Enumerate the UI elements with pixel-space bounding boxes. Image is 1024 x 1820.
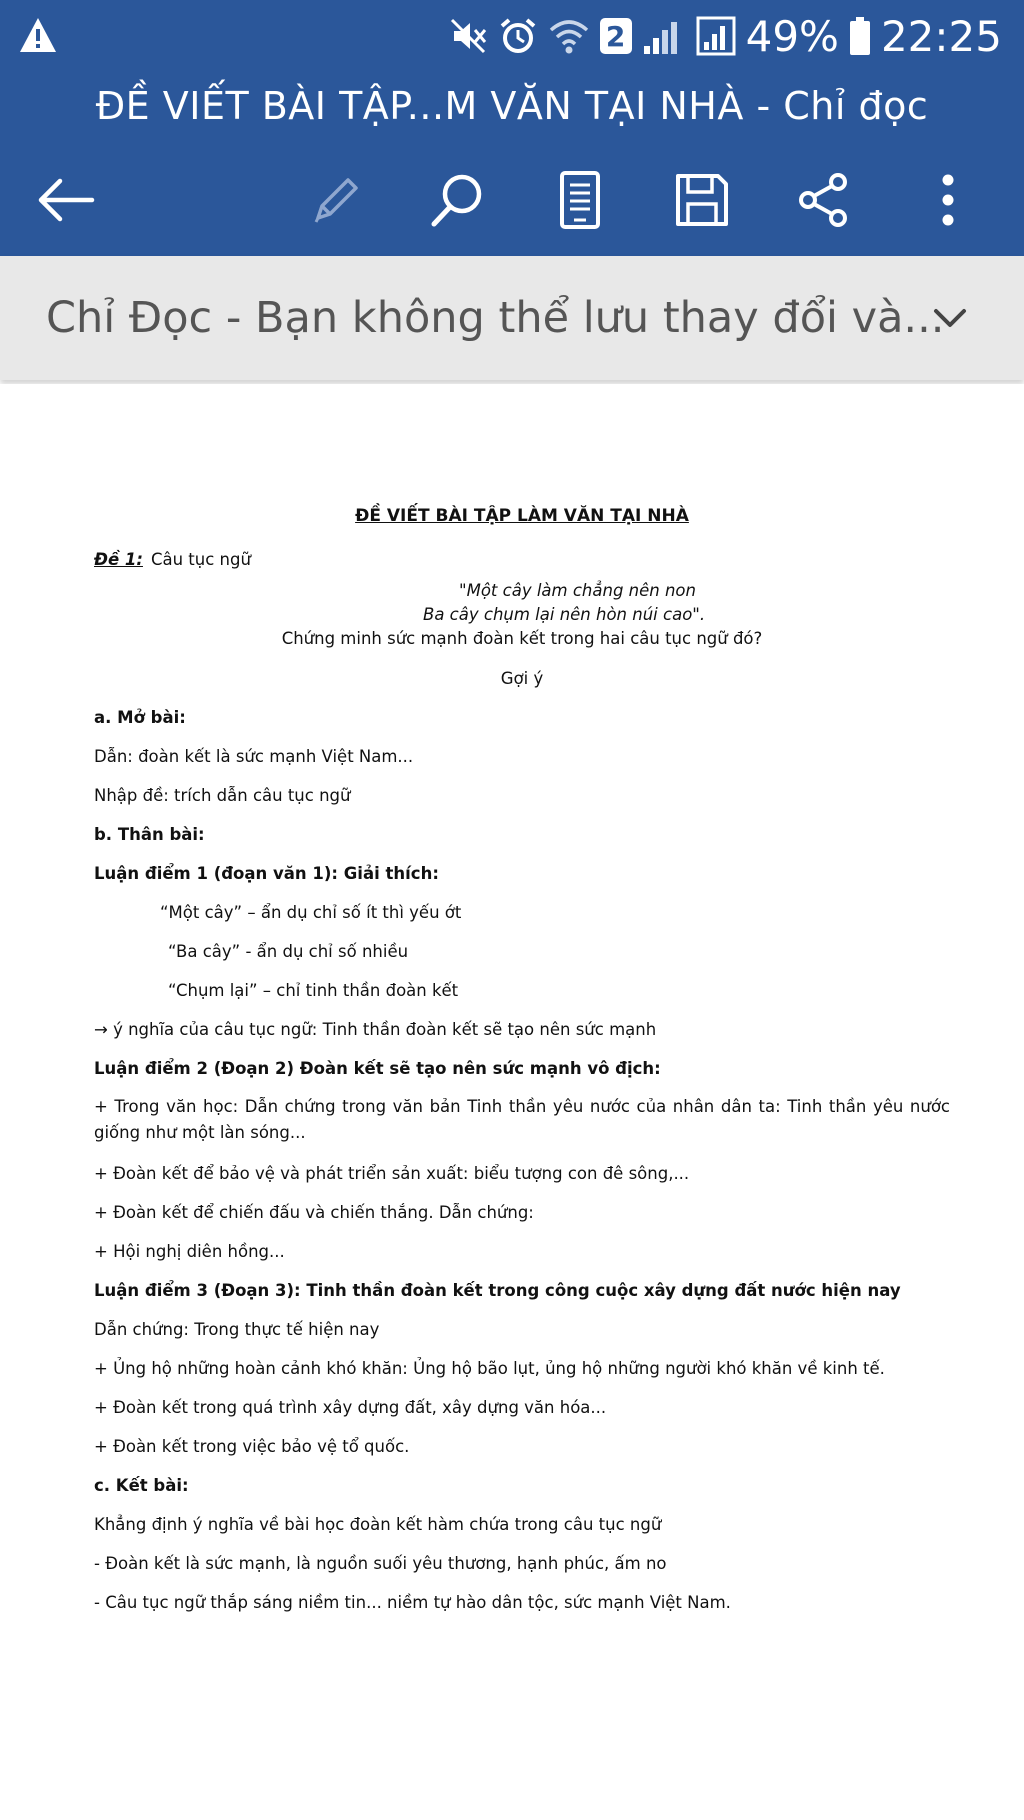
doc-line: Dẫn chứng: Trong thực tế hiện nay — [94, 1320, 380, 1339]
document-body — [94, 506, 950, 1622]
more-vertical-icon — [936, 170, 960, 230]
pencil-icon — [308, 172, 364, 228]
doc-line: + Đoàn kết trong quá trình xây dựng đất, xây dựng văn hóa... — [94, 1398, 607, 1417]
signal-icon — [642, 16, 686, 56]
doc-line: + Ủng hộ những hoàn cảnh khó khăn: Ủng hộ bão lụt, ủng hộ những người khó khăn về kinh tế. — [94, 1359, 885, 1378]
doc-line: + Đoàn kết để bảo vệ và phát triển sản xuất: biểu tượng con đê sông,... — [94, 1164, 690, 1183]
save-icon — [672, 170, 732, 230]
doc-line: a. Mở bài: — [94, 708, 186, 727]
reading-view-button[interactable] — [544, 164, 616, 236]
share-button[interactable] — [788, 164, 860, 236]
doc-line: + Trong văn học: Dẫn chứng trong văn bản Tinh thần yêu nước của nhân dân ta: Tinh thần yêu nước giống như một làn sóng... — [94, 1097, 950, 1142]
doc-line: “Chụm lại” – chỉ tinh thần đoàn kết — [168, 981, 459, 1000]
back-button[interactable] — [30, 164, 102, 236]
readonly-message: Chỉ Đọc - Bạn không thể lưu thay đổi và... — [46, 293, 945, 343]
mute-icon — [448, 16, 488, 56]
hint-line: Gợi ý — [500, 669, 544, 688]
doc-heading: ĐỀ VIẾT BÀI TẬP LÀM VĂN TẠI NHÀ — [355, 506, 689, 526]
doc-line: + Đoàn kết trong việc bảo vệ tổ quốc. — [94, 1437, 410, 1456]
wifi-icon — [548, 16, 590, 56]
alarm-icon — [498, 16, 538, 56]
battery-icon — [849, 16, 871, 56]
doc-line: “Một cây” – ẩn dụ chỉ số ít thì yếu ớt — [160, 903, 462, 922]
warning-icon — [18, 16, 58, 58]
doc-line: + Đoàn kết để chiến đấu và chiến thắng. Dẫn chứng: — [94, 1203, 534, 1222]
doc-line: Khẳng định ý nghĩa về bài học đoàn kết hàm chứa trong câu tục ngữ — [94, 1515, 662, 1534]
mobile-view-icon — [557, 170, 603, 230]
document-title: ĐỀ VIẾT BÀI TẬP...M VĂN TẠI NHÀ - Chỉ đọc — [95, 84, 929, 128]
doc-line: Nhập đề: trích dẫn câu tục ngữ — [94, 786, 351, 805]
prompt-line: Chứng minh sức mạnh đoàn kết trong hai câu tục ngữ đó? — [281, 629, 763, 648]
search-icon — [428, 170, 488, 230]
de1-line — [94, 540, 950, 579]
more-options-button[interactable] — [912, 164, 984, 236]
doc-line: → ý nghĩa của câu tục ngữ: Tinh thần đoàn kết sẽ tạo nên sức mạnh — [94, 1020, 657, 1039]
sim-badge: 2 — [600, 18, 632, 54]
search-button[interactable] — [422, 164, 494, 236]
doc-line: Luận điểm 2 (Đoạn 2) Đoàn kết sẽ tạo nên sức mạnh vô địch: — [94, 1059, 661, 1078]
doc-line: + Hội nghị diên hồng... — [94, 1242, 285, 1261]
doc-line: - Đoàn kết là sức mạnh, là nguồn suối yêu thương, hạnh phúc, ấm no — [94, 1554, 667, 1573]
quote-line-2: Ba cây chụm lại nên hòn núi cao". — [423, 605, 706, 624]
chevron-down-icon[interactable] — [928, 296, 972, 340]
quote-line-1: "Một cây làm chẳng nên non — [459, 581, 696, 600]
doc-line: - Câu tục ngữ thắp sáng niềm tin... niềm tự hào dân tộc, sức mạnh Việt Nam. — [94, 1593, 731, 1612]
status-bar — [0, 0, 1024, 72]
signal-icon-2 — [696, 16, 736, 56]
doc-line: Dẫn: đoàn kết là sức mạnh Việt Nam... — [94, 747, 414, 766]
battery-percent: 49% — [745, 11, 839, 61]
save-button[interactable] — [666, 164, 738, 236]
doc-line: “Ba cây” - ẩn dụ chỉ số nhiều — [168, 942, 409, 961]
toolbar — [0, 140, 1024, 256]
doc-line: c. Kết bài: — [94, 1476, 189, 1495]
doc-line: b. Thân bài: — [94, 825, 205, 844]
de1-label: Đề 1: — [94, 550, 143, 569]
document-page[interactable] — [0, 384, 1024, 1820]
document-title-bar — [0, 72, 1024, 140]
readonly-banner[interactable] — [0, 256, 1024, 380]
doc-line: Luận điểm 1 (đoạn văn 1): Giải thích: — [94, 864, 439, 883]
de1-text: Câu tục ngữ — [150, 550, 251, 569]
doc-line: Luận điểm 3 (Đoạn 3): Tinh thần đoàn kết trong công cuộc xây dựng đất nước hiện nay — [94, 1281, 901, 1300]
edit-button[interactable] — [300, 164, 372, 236]
back-arrow-icon — [36, 175, 96, 225]
clock-time: 22:25 — [880, 11, 1002, 61]
share-icon — [794, 170, 854, 230]
